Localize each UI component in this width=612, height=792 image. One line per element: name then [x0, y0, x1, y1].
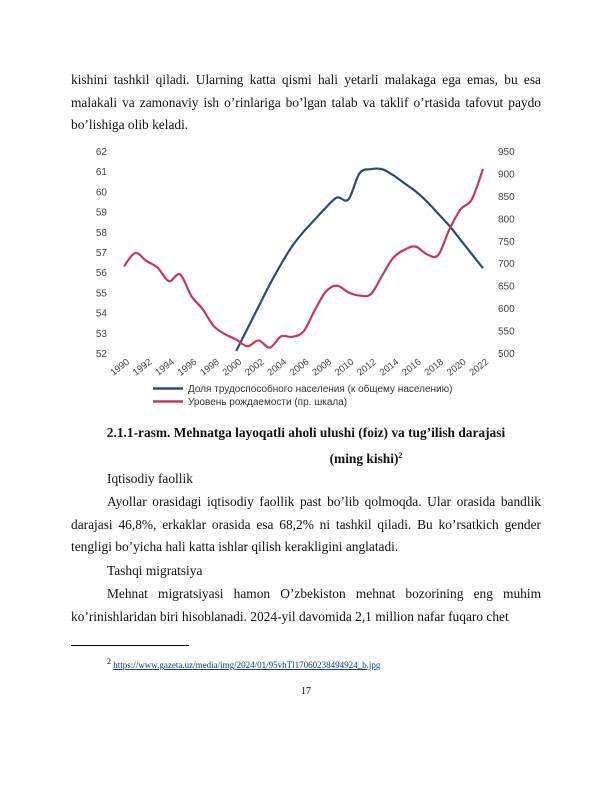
x-axis-tick-label: 1990 — [108, 356, 132, 379]
right-axis-ticks — [498, 147, 515, 360]
left-axis-tick-label: 55 — [95, 288, 107, 300]
x-axis-tick-label: 1996 — [175, 356, 200, 379]
chart-legend — [153, 383, 452, 408]
x-axis-tick-label: 1994 — [153, 356, 177, 379]
series-line-1 — [236, 169, 483, 351]
footnote-link[interactable]: https://www.gazeta.uz/media/img/2024/01/95vhTl17060238494924_b.jpg — [113, 660, 381, 670]
right-axis-tick-label: 950 — [498, 147, 515, 158]
caption-footnote-mark: 2 — [398, 450, 403, 460]
page-number: 17 — [301, 686, 311, 697]
paragraph-external-migration: Mehnat migratsiyasi hamon O’zbekiston mehnat bozorining eng muhim ko’rinishlaridan biri hisoblanadi. 2024-yil davomida 2,1 million nafar fuqaro chet — [71, 586, 541, 624]
x-axis-ticks — [108, 357, 490, 379]
series-line-2 — [124, 169, 483, 348]
caption-line-1: 2.1.1-rasm. Mehnatga layoqatli aholi ulushi (foiz) va tug’ilish darajasi — [106, 425, 506, 440]
footnote-mark: 2 — [107, 657, 111, 666]
right-axis-tick-label: 550 — [498, 326, 515, 338]
paragraph-economic-activity: Ayollar orasidagi iqtisodiy faollik past bo’lib qolmoqda. Ular orasida bandlik darajasi 46,8%, erkaklar orasida esa 68,2% ni tashkil qiladi. Bu ko’rsatkich gender tengligi bo’yicha hali katta ishlar qilish kerakligini anglatadi. — [71, 494, 541, 555]
right-axis-tick-label: 650 — [498, 281, 515, 293]
line-chart — [71, 141, 541, 413]
footnote — [107, 657, 380, 670]
legend-label: Уровень рождаемости (пр. шкала) — [188, 397, 348, 408]
left-axis-ticks — [96, 147, 108, 360]
x-axis-tick-label: 1998 — [198, 356, 222, 379]
right-axis-tick-label: 800 — [498, 214, 515, 226]
right-axis-tick-label: 900 — [498, 169, 515, 181]
x-axis-tick-label: 2004 — [265, 356, 289, 379]
x-axis-tick-label: 2012 — [355, 356, 379, 379]
left-axis-tick-label: 53 — [95, 328, 107, 340]
section-heading-economic-activity: Iqtisodiy faollik — [107, 471, 193, 486]
x-axis-tick-label: 2022 — [467, 356, 491, 379]
figure-caption — [71, 422, 541, 471]
x-axis-tick-label: 2020 — [444, 356, 469, 379]
left-axis-tick-label: 62 — [95, 147, 107, 158]
left-axis-tick-label: 60 — [95, 187, 107, 199]
x-axis-tick-label: 2006 — [287, 356, 312, 379]
footnote-divider — [71, 645, 189, 646]
right-axis-tick-label: 750 — [498, 236, 515, 248]
left-axis-tick-label: 57 — [95, 248, 107, 259]
left-axis-tick-label: 61 — [95, 167, 107, 179]
series-lines — [124, 169, 483, 351]
right-axis-tick-label: 700 — [498, 259, 515, 271]
right-axis-tick-label: 500 — [498, 349, 515, 360]
x-axis-tick-label: 2008 — [310, 356, 334, 379]
section-heading-external-migration: Tashqi migratsiya — [107, 563, 203, 578]
top-paragraph: kishini tashkil qiladi. Ularning katta qismi hali yetarli malakaga ega emas, bu esa malakali va zamonaviy ish o’rinlariga bo’lgan talab va taklif o’rtasida tafovut paydo bo’lishiga olib keladi. — [71, 72, 541, 133]
x-axis-tick-label: 2000 — [220, 356, 245, 379]
x-axis-tick-label: 2018 — [422, 356, 446, 379]
x-axis-tick-label: 2010 — [332, 356, 357, 379]
x-axis-tick-label: 2002 — [243, 356, 267, 379]
left-axis-tick-label: 54 — [95, 308, 107, 320]
left-axis-tick-label: 52 — [95, 349, 107, 360]
x-axis-tick-label: 2016 — [400, 356, 424, 379]
right-axis-tick-label: 850 — [498, 191, 515, 203]
left-axis-tick-label: 59 — [95, 207, 107, 219]
left-axis-tick-label: 58 — [95, 227, 107, 239]
right-axis-tick-label: 600 — [498, 304, 515, 316]
x-axis-tick-label: 2014 — [377, 356, 402, 379]
legend-label: Доля трудоспособного населения (к общему населению) — [188, 384, 453, 395]
caption-line-2: (ming kishi) — [329, 451, 399, 467]
left-axis-tick-label: 56 — [95, 268, 107, 280]
x-axis-tick-label: 1992 — [130, 356, 155, 379]
